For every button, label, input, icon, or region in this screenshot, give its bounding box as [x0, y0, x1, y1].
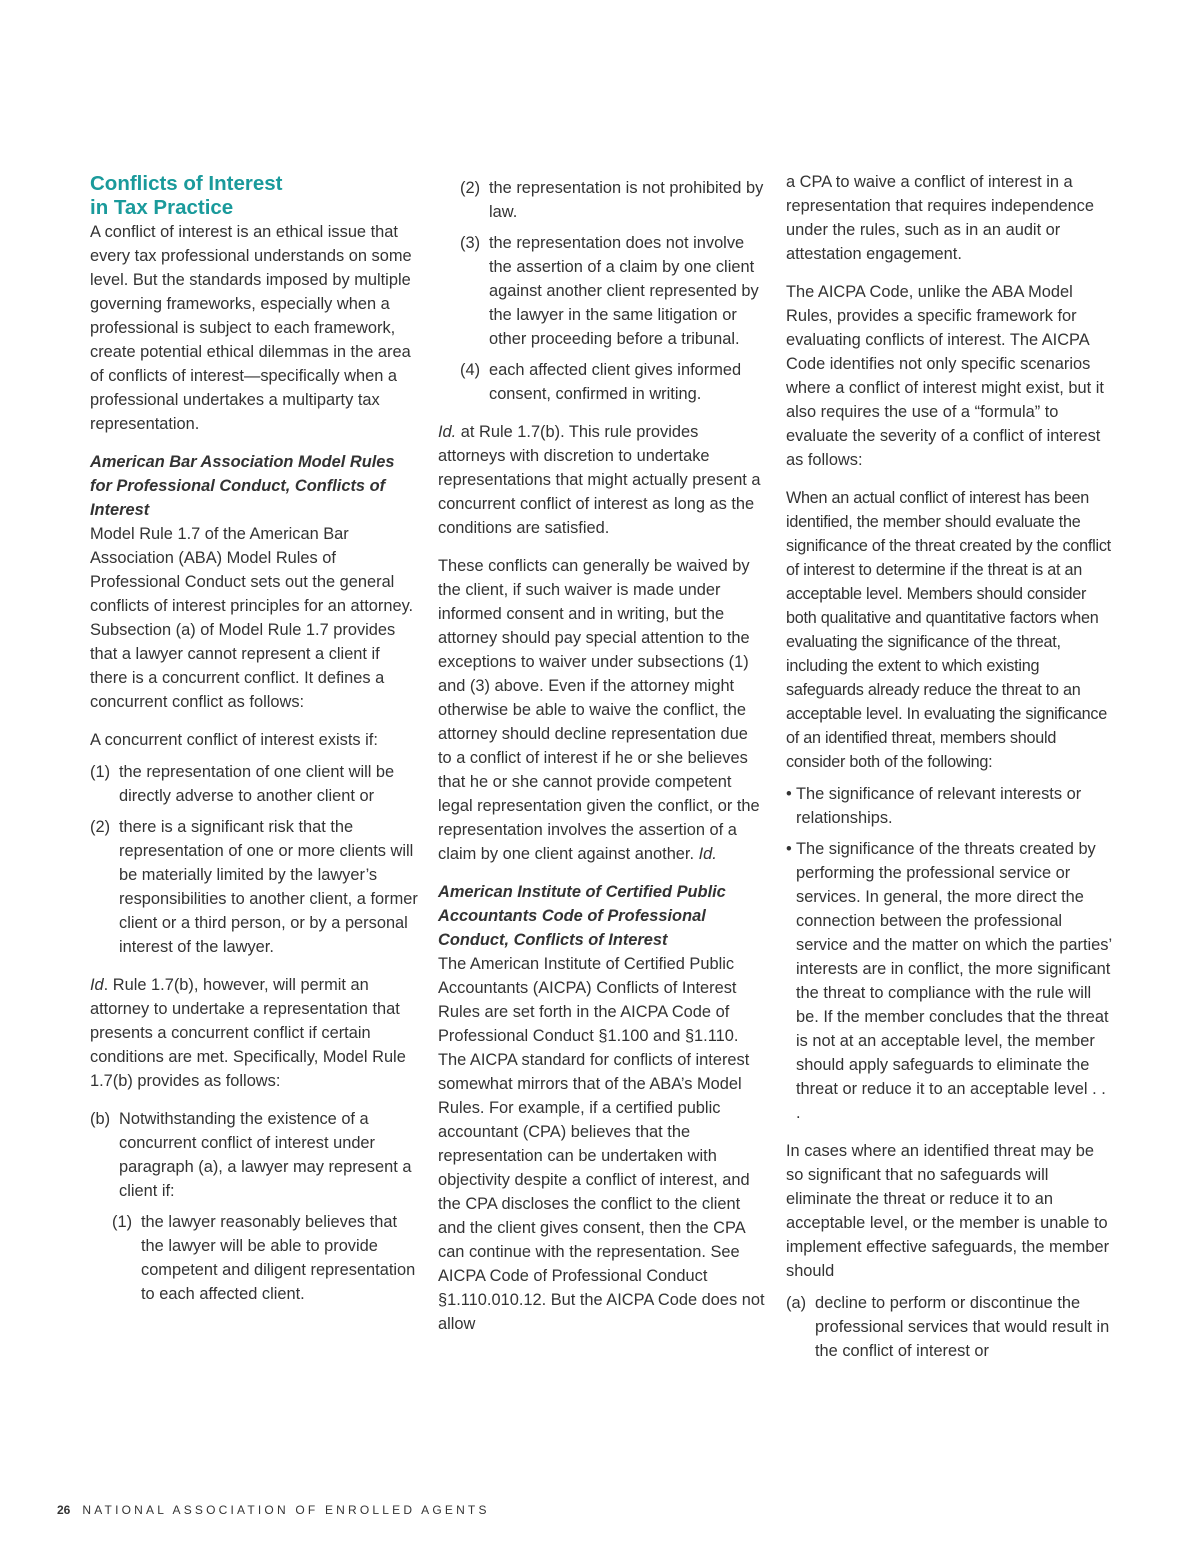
column-1	[90, 170, 418, 1313]
aicpa-continued: a CPA to waive a conflict of interest in a representation that requires independence under the rules, such as in an audit or attestation engagement.	[786, 173, 1094, 263]
list-item	[438, 176, 766, 224]
article-title-line-2: in Tax Practice	[90, 196, 234, 219]
publication-name: NATIONAL ASSOCIATION OF ENROLLED AGENTS	[82, 1503, 490, 1517]
aicpa-body: The American Institute of Certified Public Accountants (AICPA) Conflicts of Interest Rules are set forth in the AICPA Code of Professional Conduct §1.100 and §1.110. The AICPA standard for conflicts of interest somewhat mirrors that of the ABA’s Model Rules. For example, if a certified public accountant (CPA) believes that the representation can be undertaken with objectivity despite a conflict of interest, and the CPA discloses the conflict to the client and the client gives consent, then the CPA can continue with the representation. See AICPA Code of Professional Conduct §1.110.010.12. But the AICPA Code does not allow	[438, 955, 765, 1333]
list-item-text: Notwithstanding the existence of a concurrent conflict of interest under paragraph (a), a lawyer may represent a client if:	[119, 1110, 412, 1200]
list-item-label: (2)	[90, 818, 111, 836]
id-citation: Id	[90, 976, 104, 994]
column-2	[438, 170, 766, 1350]
waiver-text: These conflicts can generally be waived by the client, if such waiver is made under informed consent and in writing, but the attorney should pay special attention to the exceptions to waiver under subsections (1) and (3) above. Even if the attorney might otherwise be able to waive the conflict, the attorney should decline representation due to a conflict of interest if he or she believes that he or she cannot provide competent legal representation given the conflict, or the representation involves the assertion of a claim by one client against another.	[438, 557, 760, 863]
list-item-text: the representation is not prohibited by law.	[489, 179, 764, 221]
aba-body: Model Rule 1.7 of the American Bar Association (ABA) Model Rules of Professional Conduct sets out the general conflicts of interest principles for an attorney. Subsection (a) of Model Rule 1.7 provides that a lawyer cannot represent a client if there is a concurrent conflict. It defines a concurrent conflict as follows:	[90, 525, 414, 711]
page-number: 26	[57, 1503, 71, 1517]
list-item-text: each affected client gives informed consent, confirmed in writing.	[489, 361, 742, 403]
rule-17b-paragraph	[90, 973, 418, 1093]
list-item-label: (a)	[786, 1294, 807, 1312]
waiver-paragraph	[438, 554, 766, 866]
id-citation: Id.	[698, 845, 717, 863]
list-item	[90, 815, 418, 959]
list-item-label: (2)	[460, 179, 481, 197]
intro-paragraph: A conflict of interest is an ethical issue that every tax professional understands on some level. But the standards imposed by multiple governing frameworks, especially when a professional is subject to each framework, create potential ethical dilemmas in the area of conflicts of interest—specifically when a professional undertakes a multiparty tax representation.	[90, 223, 412, 433]
list-item-label: (3)	[460, 234, 481, 252]
page-footer	[57, 1503, 490, 1517]
aicpa-section	[438, 880, 766, 1336]
aba-section	[90, 450, 418, 714]
bullet-label: •	[786, 785, 792, 803]
list-item-text: the lawyer reasonably believes that the lawyer will be able to provide competent and diligent representation to each affected client.	[141, 1213, 416, 1303]
list-item	[90, 1107, 418, 1203]
list-item-label: (1)	[112, 1213, 133, 1231]
aicpa-framework-paragraph: The AICPA Code, unlike the ABA Model Rules, provides a specific framework for evaluating conflicts of interest. The AICPA Code identifies not only specific scenarios where a conflict of interest might exist, but it also requires the use of a “formula” to evaluate the severity of a conflict of interest as follows:	[786, 283, 1104, 469]
list-item	[438, 358, 766, 406]
bullet-text: The significance of relevant interests or relationships.	[796, 785, 1082, 827]
bullet-item	[786, 782, 1114, 830]
list-item-text: the representation does not involve the assertion of a claim by one client against another client represented by the lawyer in the same litigation or other proceeding before a tribunal.	[489, 234, 759, 348]
article-title-line-1: Conflicts of Interest	[90, 172, 283, 195]
list-item-text: decline to perform or discontinue the professional services that would result in the conflict of interest or	[815, 1294, 1110, 1360]
list-item	[438, 231, 766, 351]
id-rule-text: at Rule 1.7(b). This rule provides attorneys with discretion to undertake representations that might actually present a concurrent conflict of interest as long as the conditions are satisfied.	[438, 423, 761, 537]
list-item-text: there is a significant risk that the representation of one or more clients will be materially limited by the lawyer’s responsibilities to another client, a former client or a third person, or by a personal interest of the lawyer.	[119, 818, 418, 956]
bullet-label: •	[786, 840, 792, 858]
list-item	[786, 1291, 1114, 1363]
aicpa-subheading: American Institute of Certified Public Accountants Code of Professional Conduct, Conflicts of Interest	[438, 883, 726, 949]
concurrent-lead: A concurrent conflict of interest exists if:	[90, 731, 378, 749]
article-title	[90, 172, 418, 220]
id-rule-paragraph	[438, 420, 766, 540]
aba-subheading: American Bar Association Model Rules for Professional Conduct, Conflicts of Interest	[90, 453, 395, 519]
list-item-label: (1)	[90, 763, 111, 781]
list-item-label: (4)	[460, 361, 481, 379]
list-item	[112, 1210, 418, 1306]
list-item-label: (b)	[90, 1110, 111, 1128]
rule-17b-text: . Rule 1.7(b), however, will permit an attorney to undertake a representation that presents a concurrent conflict if certain conditions are met. Specifically, Model Rule 1.7(b) provides as follows:	[90, 976, 406, 1090]
id-citation: Id.	[438, 423, 457, 441]
cases-paragraph: In cases where an identified threat may be so significant that no safeguards will eliminate the threat or reduce it to an acceptable level, or the member is unable to implement effective safeguards, the member should	[786, 1142, 1110, 1280]
column-3-wrapper	[786, 170, 1114, 1370]
quote-paragraph: When an actual conflict of interest has been identified, the member should evaluate the significance of the threat created by the conflict of interest to determine if the threat is at an acceptable level. Members should consider both qualitative and quantitative factors when evaluating the significance of the threat, including the extent to which existing safeguards already reduce the threat to an acceptable level. In evaluating the significance of an identified threat, members should consider both of the following:	[786, 489, 1111, 771]
bullet-item	[786, 837, 1114, 1125]
bullet-text: The significance of the threats created by performing the professional service or services. In general, the more direct the connection between the professional service and the matter on which the parties’ interests are in conflict, the more significant the threat to compliance with the rule will be. If the member concludes that the threat is not at an acceptable level, the member should apply safeguards to eliminate the threat or reduce it to an acceptable level . . .	[796, 840, 1112, 1122]
list-item-text: the representation of one client will be directly adverse to another client or	[119, 763, 395, 805]
list-item	[90, 760, 418, 808]
